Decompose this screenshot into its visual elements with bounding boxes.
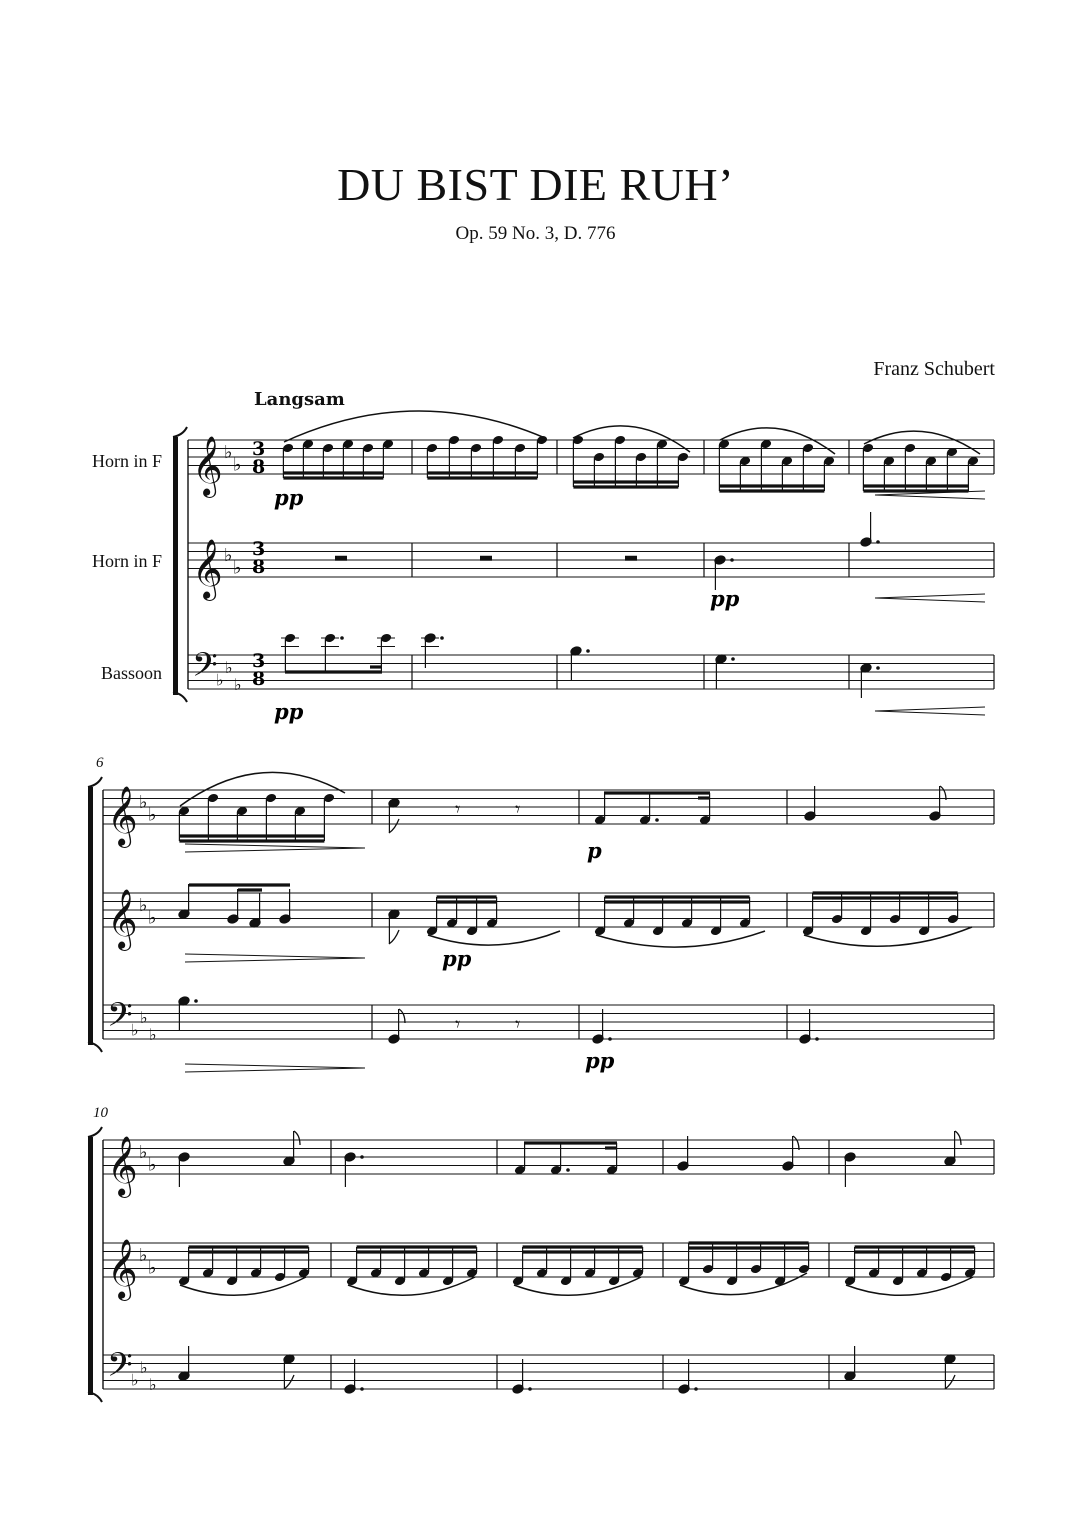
- flat-icon: ♭: [149, 1024, 157, 1044]
- slur: [720, 428, 835, 454]
- slur: [680, 1273, 807, 1295]
- bass-clef-icon: 𝄢: [192, 646, 218, 693]
- flat-icon: ♭: [139, 1141, 148, 1163]
- slur: [428, 931, 560, 945]
- note-dot: [528, 1387, 532, 1391]
- flat-icon: ♭: [148, 1154, 157, 1176]
- time-sig-den-bassoon: 8: [252, 668, 266, 690]
- tempo-marking: Langsam: [254, 389, 345, 410]
- hairpin: [875, 711, 985, 715]
- instrument-label-bassoon: Bassoon: [100, 663, 162, 683]
- flat-icon: ♭: [148, 1257, 157, 1279]
- note-dot: [360, 1155, 364, 1159]
- hairpin: [185, 958, 365, 962]
- note-dot: [655, 818, 659, 822]
- time-sig-den-horn1: 8: [252, 456, 266, 478]
- note-dot: [194, 999, 198, 1003]
- treble-clef-icon: 𝄞: [192, 436, 223, 496]
- eighth-rest-icon: 𝄾: [515, 1012, 521, 1036]
- flat-icon: ♭: [131, 1370, 139, 1390]
- note-flag: [940, 786, 946, 800]
- note-dot: [360, 1387, 364, 1391]
- bracket-hook: [173, 427, 187, 437]
- note-dot: [815, 1037, 819, 1041]
- flat-icon: ♭: [148, 907, 157, 929]
- measure-number-10: 10: [93, 1105, 108, 1121]
- hairpin: [875, 495, 985, 499]
- note-flag: [284, 1375, 294, 1389]
- eighth-rest-icon: 𝄾: [515, 797, 521, 821]
- flat-icon: ♭: [234, 674, 242, 694]
- note-dot: [340, 636, 344, 640]
- dynamic-horn1-m8: p: [587, 838, 602, 863]
- note-flag: [945, 1375, 955, 1389]
- slur: [846, 1277, 973, 1295]
- flat-icon: ♭: [139, 791, 148, 813]
- measure-number-6: 6: [96, 755, 104, 771]
- piece-title: DU BIST DIE RUH’: [337, 159, 734, 210]
- slur: [284, 411, 545, 442]
- hairpin: [875, 598, 985, 602]
- time-sig-den-horn2: 8: [252, 556, 266, 578]
- bracket-hook: [88, 777, 102, 787]
- hairpin: [185, 1068, 365, 1072]
- bracket-hook: [173, 692, 187, 702]
- note-flag: [389, 930, 399, 944]
- measure-rest: [480, 556, 492, 561]
- system-bracket: [88, 1137, 93, 1395]
- flat-icon: ♭: [216, 670, 224, 690]
- dynamics: [274, 485, 740, 1073]
- note-flag: [389, 819, 399, 833]
- flat-icon: ♭: [149, 1374, 157, 1394]
- hairpin: [185, 848, 365, 852]
- eighth-rest-icon: 𝄾: [455, 1012, 461, 1036]
- slur: [348, 1277, 475, 1295]
- flat-icon: ♭: [224, 441, 233, 463]
- slur: [864, 431, 980, 454]
- flat-icon: ♭: [140, 1357, 148, 1377]
- flat-icon: ♭: [139, 894, 148, 916]
- note-dot: [876, 540, 880, 544]
- composer-name: Franz Schubert: [873, 358, 995, 380]
- flat-icon: ♭: [233, 454, 242, 476]
- dynamic-bassoon-m1: pp: [274, 699, 304, 724]
- flat-icon: ♭: [131, 1020, 139, 1040]
- hairpin: [185, 1064, 365, 1068]
- note-flag: [955, 1131, 961, 1145]
- hairpin: [875, 707, 985, 711]
- treble-clef-icon: 𝄞: [192, 539, 223, 599]
- slur: [804, 927, 972, 946]
- instrument-label-horn-2: Horn in F: [91, 551, 162, 571]
- time-signatures: [252, 438, 265, 690]
- flat-icon: ♭: [233, 557, 242, 579]
- slur: [596, 931, 765, 947]
- note-dot: [586, 649, 590, 653]
- note-dot: [440, 636, 444, 640]
- instrument-label-horn-1: Horn in F: [91, 451, 162, 471]
- note-flag: [294, 1131, 300, 1145]
- note-dot: [608, 1037, 612, 1041]
- bracket-hook: [88, 1127, 102, 1137]
- treble-clef-icon: 𝄞: [107, 1136, 138, 1196]
- system-bracket: [173, 437, 178, 695]
- bracket-hook: [88, 1042, 102, 1052]
- flat-icon: ♭: [140, 1007, 148, 1027]
- piece-subtitle: Op. 59 No. 3, D. 776: [455, 223, 616, 244]
- treble-clef-icon: 𝄞: [107, 889, 138, 949]
- system-bracket: [88, 787, 93, 1045]
- dynamic-bassoon-m8: pp: [585, 1048, 615, 1073]
- hairpin: [185, 844, 365, 848]
- dynamic-horn2-m7: pp: [442, 946, 472, 971]
- treble-clef-icon: 𝄞: [107, 786, 138, 846]
- bass-clef-icon: 𝄢: [107, 996, 133, 1043]
- dynamic-horn1-m1: pp: [274, 485, 304, 510]
- note-dot: [694, 1387, 698, 1391]
- time-sig-num-bassoon: 3: [252, 650, 266, 672]
- slur: [180, 772, 345, 806]
- hairpin: [875, 594, 985, 598]
- note-flag: [793, 1136, 799, 1150]
- dynamic-horn2-m4: pp: [710, 586, 740, 611]
- measure-rest: [625, 556, 637, 561]
- bass-clef-icon: 𝄢: [107, 1346, 133, 1393]
- measure-rest: [335, 556, 347, 561]
- treble-clef-icon: 𝄞: [107, 1239, 138, 1299]
- bracket-hook: [88, 1392, 102, 1402]
- flat-icon: ♭: [148, 804, 157, 826]
- note-dot: [876, 666, 880, 670]
- slur: [514, 1277, 641, 1295]
- slur: [180, 1277, 306, 1295]
- flat-icon: ♭: [224, 544, 233, 566]
- time-sig-num-horn2: 3: [252, 538, 266, 560]
- note-dot: [566, 1168, 570, 1172]
- flat-icon: ♭: [225, 657, 233, 677]
- note-flag: [399, 1009, 405, 1023]
- note-dot: [731, 657, 735, 661]
- time-sig-num-horn1: 3: [252, 438, 266, 460]
- hairpin: [185, 954, 365, 958]
- note-dot: [730, 558, 734, 562]
- eighth-rest-icon: 𝄾: [455, 797, 461, 821]
- flat-icon: ♭: [139, 1244, 148, 1266]
